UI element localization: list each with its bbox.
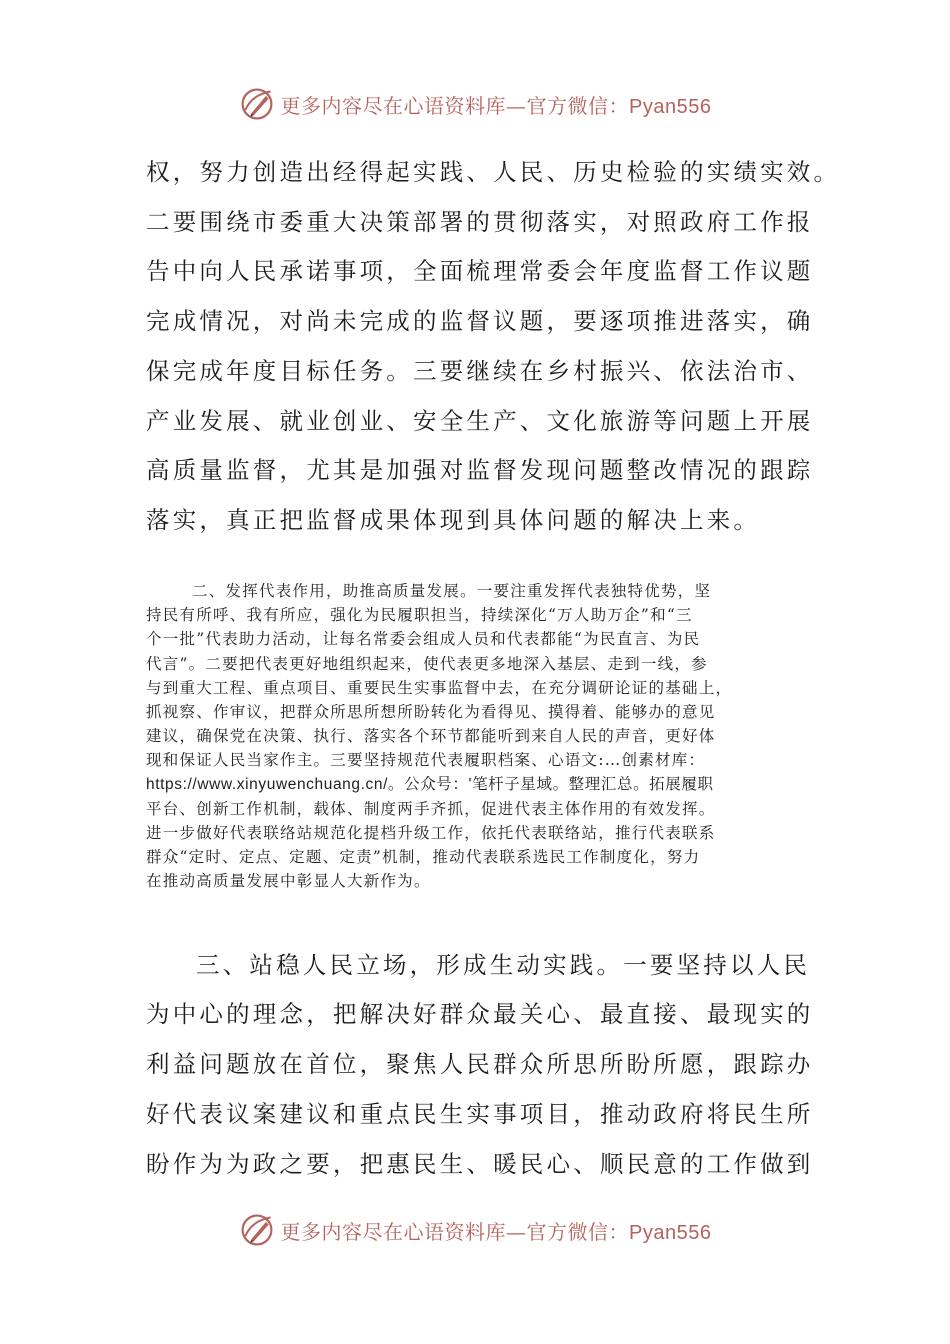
paragraph-line: 个一批”代表助力活动，让每名常委会组成人员和代表都能“为民直言、为民: [146, 630, 701, 649]
footer-banner-text: 更多内容尽在心语资料库—官方微信：: [280, 1219, 630, 1244]
paragraph-line: 高质量监督，尤其是加强对监督发现问题整改情况的跟踪: [146, 456, 814, 484]
footer-banner: [0, 1208, 950, 1252]
paragraph-line: 二、发挥代表作用，助推高质量发展。一要注重发挥代表独特优势，坚: [192, 582, 712, 600]
pen-logo-icon: [239, 1212, 275, 1248]
paragraph-line: 盼作为为政之要，把惠民生、暖民心、顺民意的工作做到: [146, 1150, 814, 1178]
paragraph-line-url: https://www.xinyuwenchuang.cn/。公众号：'笔杆子星域。整理汇总。拓展履职: [146, 775, 714, 793]
section-two-paragraph: [146, 579, 806, 893]
paragraph-line: 现和保证人民当家作主。三要坚持规范代表履职档案、心语文:…创素材库：: [146, 751, 706, 770]
header-banner-text: 更多内容尽在心语资料库—官方微信：: [280, 93, 630, 118]
header-wechat-id: Pyan556: [629, 95, 712, 118]
paragraph-line: 持民有所呼、我有所应，强化为民履职担当，持续深化“万人助万企”和“三: [146, 606, 693, 625]
paragraph-line: 平台、创新工作机制，载体、制度两手齐抓，促进代表主体作用的有效发挥。: [146, 799, 716, 818]
paragraph-line: 利益问题放在首位，聚焦人民群众所思所盼所愿，跟踪办: [146, 1050, 814, 1078]
paragraph-line: 告中向人民承诺事项，全面梳理常委会年度监督工作议题: [146, 257, 814, 285]
paragraph-line: 在推动高质量发展中彰显人大新作为。: [146, 872, 431, 891]
header-banner: [0, 82, 950, 126]
paragraph-line: 建议，确保党在决策、执行、落实各个环节都能听到来自人民的声音，更好体: [146, 727, 716, 746]
paragraph-line: 与到重大工程、重点项目、重要民生实事监督中去，在充分调研论证的基础上，: [146, 678, 733, 697]
pen-logo-icon: [239, 86, 275, 122]
paragraph-line: 三、站稳人民立场，形成生动实践。一要坚持以人民: [196, 951, 811, 979]
paragraph-line: 代言”。二要把代表更好地组织起来，使代表更多地深入基层、走到一线，参: [146, 654, 708, 673]
paragraph-line: 产业发展、就业创业、安全生产、文化旅游等问题上开展: [146, 407, 814, 435]
paragraph-line: 好代表议案建议和重点民生实事项目，推动政府将民生所: [146, 1100, 814, 1128]
paragraph-line: 权，努力创造出经得起实践、人民、历史检验的实绩实效。: [146, 158, 841, 186]
paragraph-line: 为中心的理念，把解决好群众最关心、最直接、最现实的: [146, 1000, 814, 1028]
paragraph-line: 抓视察、作审议，把群众所思所想所盼转化为看得见、摸得着、能够办的意见: [146, 702, 716, 721]
paragraph-line: 群众“定时、定点、定题、定责”机制，推动代表联系选民工作制度化，努力: [146, 848, 701, 867]
footer-wechat-id: Pyan556: [629, 1221, 712, 1244]
paragraph-line: 保完成年度目标任务。三要继续在乡村振兴、依法治市、: [146, 357, 814, 385]
paragraph-line: 二要围绕市委重大决策部署的贯彻落实，对照政府工作报: [146, 208, 814, 236]
paragraph-line: 进一步做好代表联络站规范化提档升级工作，依托代表联络站，推行代表联系: [146, 823, 716, 842]
paragraph-line: 完成情况，对尚未完成的监督议题，要逐项推进落实，确: [146, 307, 814, 335]
paragraph-line: 落实，真正把监督成果体现到具体问题的解决上来。: [146, 506, 761, 534]
